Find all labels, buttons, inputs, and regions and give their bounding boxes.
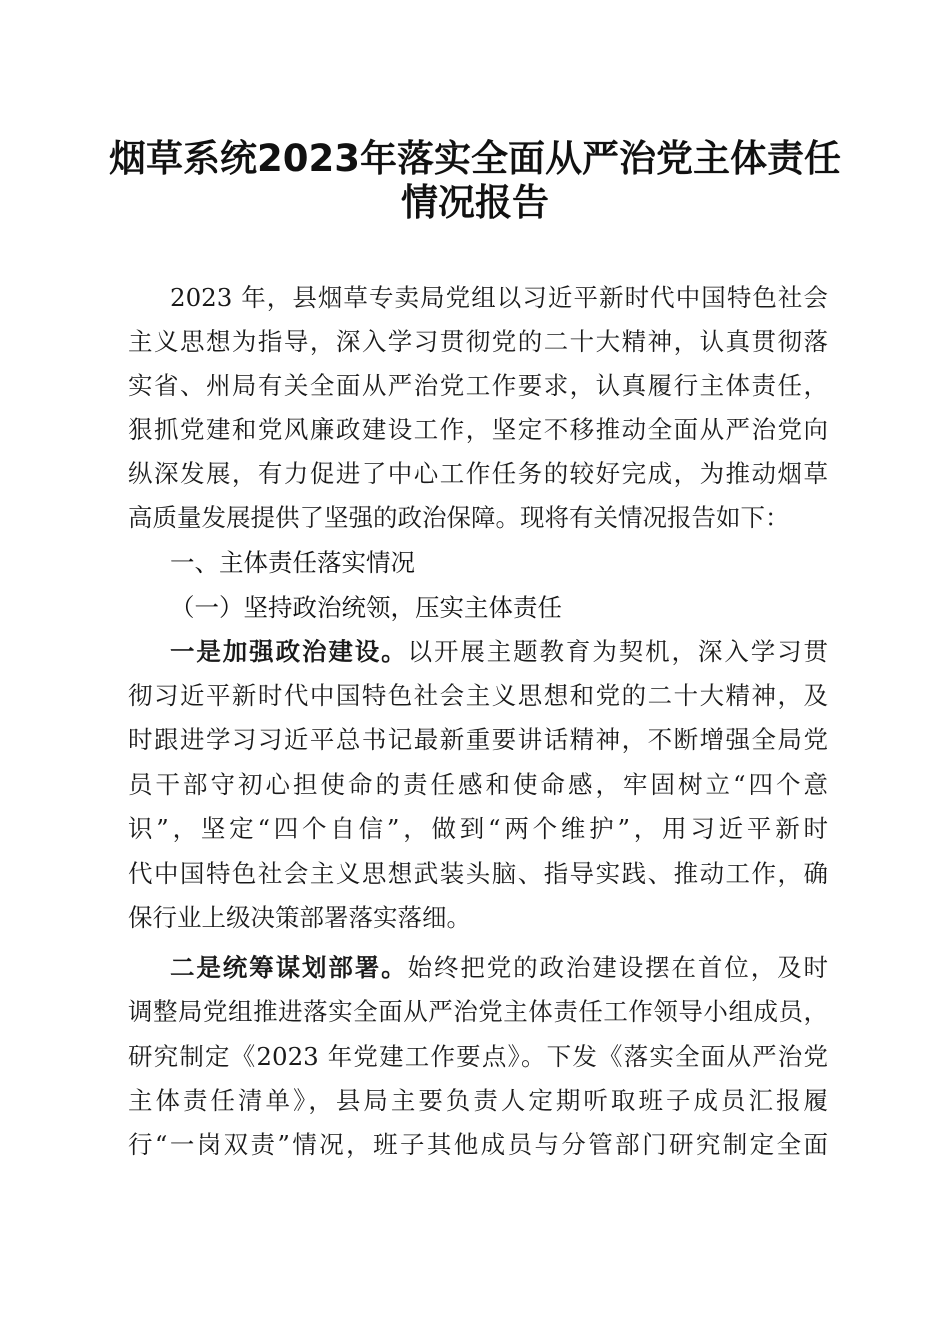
intro-line-1: 2023 年，县烟草专卖局党组以习近平新时代中国特色社会 <box>170 283 828 312</box>
para-1-line-3: 时跟进学习习近平总书记最新重要讲话精神，不断增强全局党 <box>128 725 828 754</box>
para-1-lead: 一是加强政治建设。 <box>170 637 408 666</box>
subsection-1-heading: （一）坚持政治统领，压实主体责任 <box>170 593 562 622</box>
intro-line-5: 纵深发展，有力促进了中心工作任务的较好完成，为推动烟草 <box>128 459 828 488</box>
para-1-line-1 <box>170 634 828 670</box>
intro-line-6: 高质量发展提供了坚强的政治保障。现将有关情况报告如下： <box>128 503 790 532</box>
intro-line-4: 狠抓党建和党风廉政建设工作，坚定不移推动全面从严治党向 <box>128 415 828 444</box>
para-2-line-1 <box>170 950 828 986</box>
intro-line-3: 实省、州局有关全面从严治党工作要求，认真履行主体责任， <box>128 371 828 400</box>
para-2-line-2: 调整局党组推进落实全面从严治党主体责任工作领导小组成员， <box>128 997 828 1026</box>
intro-line-2: 主义思想为指导，深入学习贯彻党的二十大精神，认真贯彻落 <box>128 327 828 356</box>
document-title-line-2: 情况报告 <box>401 181 549 224</box>
para-2-lead: 二是统筹谋划部署。 <box>170 953 408 982</box>
para-2-line-4: 主体责任清单》，县局主要负责人定期听取班子成员汇报履 <box>128 1086 828 1115</box>
para-1-line-5: 识”，坚定“四个自信”，做到“两个维护”，用习近平新时 <box>128 814 828 843</box>
para-1-line-4: 员干部守初心担使命的责任感和使命感，牢固树立“四个意 <box>128 770 828 799</box>
para-2-first-rest: 始终把党的政治建设摆在首位，及时 <box>407 953 828 982</box>
para-1-line-7: 保行业上级决策部署落实落细。 <box>128 903 471 932</box>
para-2-line-5: 行“一岗双责”情况，班子其他成员与分管部门研究制定全面 <box>128 1130 828 1159</box>
document-title-line-1: 烟草系统2023年落实全面从严治党主体责任 <box>109 137 841 180</box>
section-1-heading: 一、主体责任落实情况 <box>170 548 415 577</box>
para-1-line-2: 彻习近平新时代中国特色社会主义思想和党的二十大精神，及 <box>128 681 828 710</box>
para-2-line-3: 研究制定《2023 年党建工作要点》。下发《落实全面从严治党 <box>128 1042 828 1071</box>
para-1-first-rest: 以开展主题教育为契机，深入学习贯 <box>407 637 828 666</box>
para-1-line-6: 代中国特色社会主义思想武装头脑、指导实践、推动工作，确 <box>128 859 828 888</box>
